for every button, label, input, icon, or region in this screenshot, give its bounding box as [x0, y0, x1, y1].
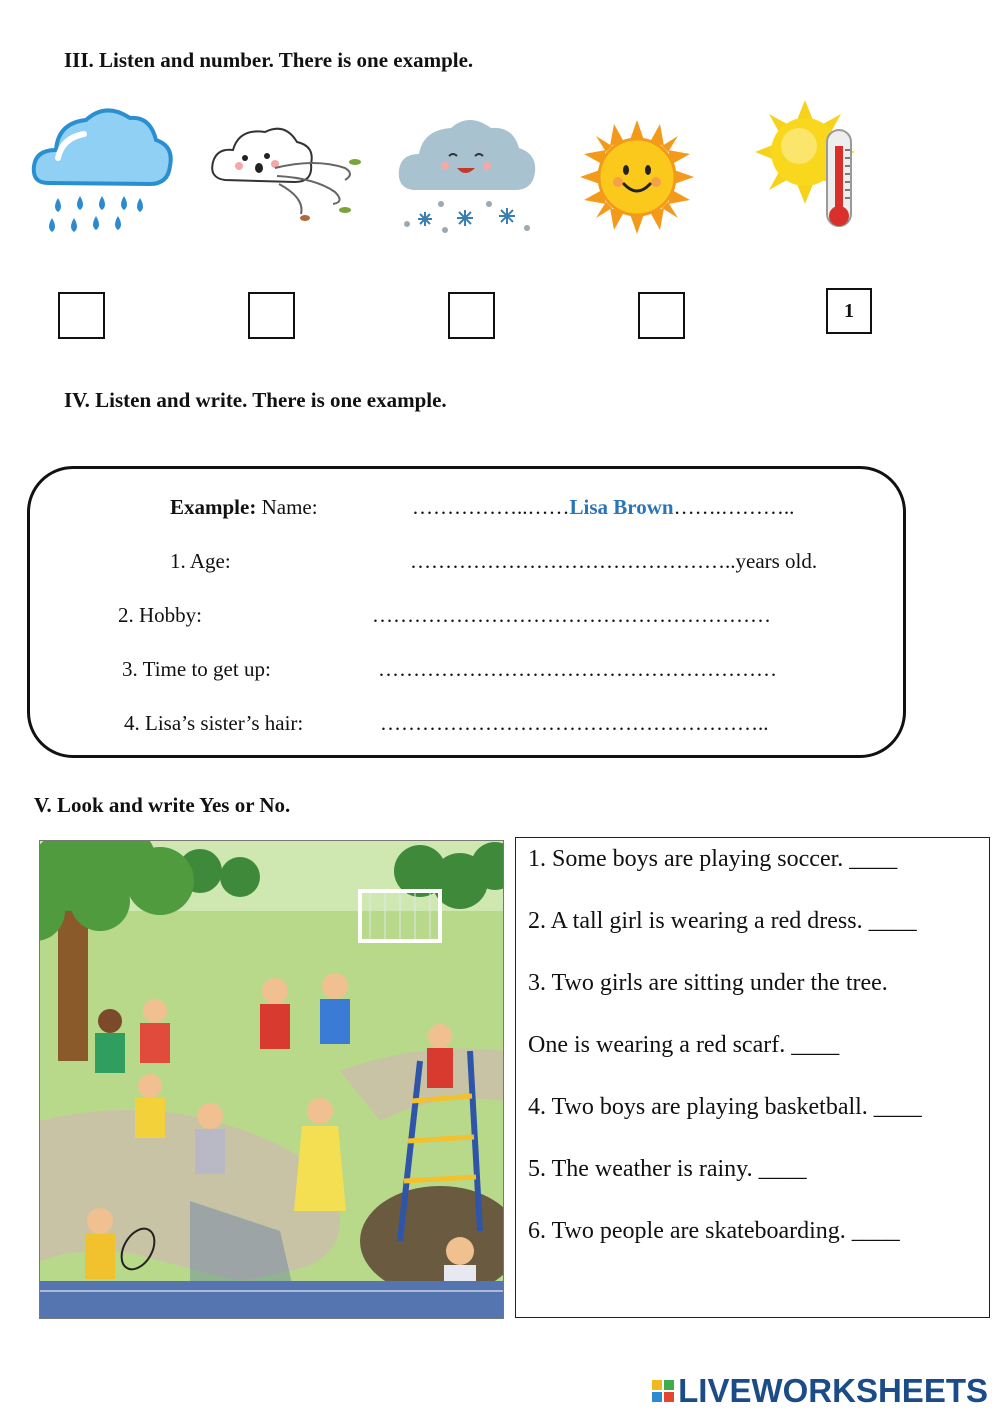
example-dots-before: ……………..……: [412, 495, 570, 519]
question-2[interactable]: 2. A tall girl is wearing a red dress. ____: [528, 908, 917, 934]
wind-cloud-icon: [205, 118, 365, 233]
hot-sun-thermometer-icon: [755, 100, 873, 243]
example-answer-line: [412, 495, 794, 520]
answer-box-4[interactable]: [638, 292, 685, 339]
section-5-heading: V. Look and write Yes or No.: [34, 793, 291, 817]
park-scene-image: [39, 840, 504, 1319]
example-label: Example:: [170, 495, 257, 519]
question-6[interactable]: 6. Two people are skateboarding. ____: [528, 1218, 900, 1244]
time-label: 3. Time to get up:: [122, 657, 271, 681]
answer-box-1[interactable]: [58, 292, 105, 339]
question-4[interactable]: 4. Two boys are playing basketball. ____: [528, 1094, 922, 1120]
question-1[interactable]: 1. Some boys are playing soccer. ____: [528, 846, 898, 872]
example-row: [170, 495, 318, 520]
example-field: Name:: [261, 495, 318, 519]
section-4-heading: IV. Listen and write. There is one example.: [64, 388, 447, 412]
hair-label: 4. Lisa’s sister’s hair:: [124, 711, 304, 735]
question-3a: 3. Two girls are sitting under the tree.: [528, 970, 888, 996]
question-5[interactable]: 5. The weather is rainy. ____: [528, 1156, 807, 1182]
age-answer-line[interactable]: ………………………………………..years old.: [410, 549, 818, 573]
logo-mark-icon: [652, 1380, 674, 1402]
answer-box-3[interactable]: [448, 292, 495, 339]
snow-cloud-icon: [395, 112, 540, 247]
time-answer-line[interactable]: …………………………………………………: [378, 657, 777, 681]
answer-box-example: 1: [826, 288, 872, 334]
section-3-heading: III. Listen and number. There is one example.: [64, 48, 474, 72]
rain-cloud-icon: [28, 98, 178, 243]
sun-icon: [578, 118, 696, 241]
example-answer: Lisa Brown: [569, 495, 674, 519]
question-3b[interactable]: One is wearing a red scarf. ____: [528, 1032, 840, 1058]
logo-text: LIVEWORKSHEETS: [678, 1372, 988, 1409]
hobby-answer-line[interactable]: …………………………………………………: [372, 603, 771, 627]
answer-box-2[interactable]: [248, 292, 295, 339]
hair-answer-line[interactable]: ………………………………………………..: [380, 711, 769, 735]
hobby-label: 2. Hobby:: [118, 603, 202, 627]
liveworksheets-logo: [652, 1372, 988, 1410]
age-label: 1. Age:: [170, 549, 231, 573]
example-dots-after: …….………..: [673, 495, 795, 519]
